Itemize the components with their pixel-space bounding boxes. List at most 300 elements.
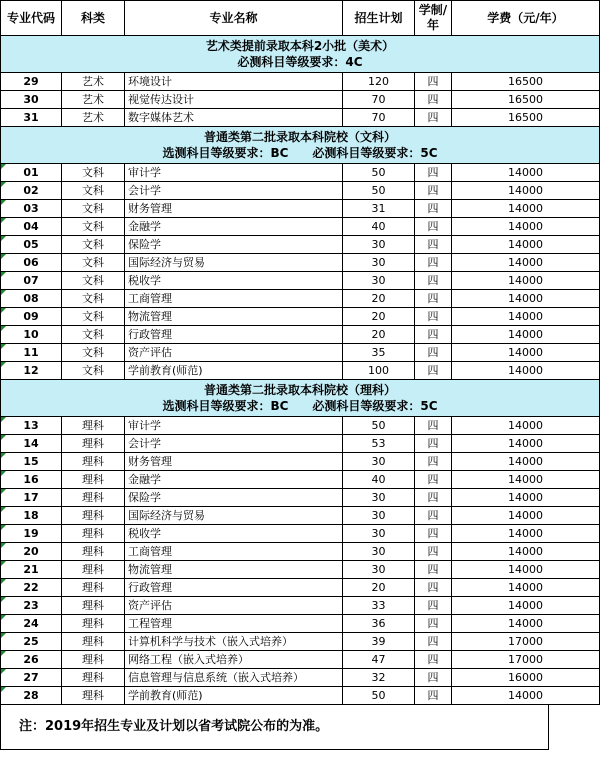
cell-marker-icon <box>1 543 6 548</box>
cell-plan <box>343 525 415 543</box>
cell-category <box>62 200 125 218</box>
cell-category-text: 文科 <box>82 364 104 377</box>
cell-years-text: 四 <box>427 653 439 666</box>
cell-years <box>415 91 452 109</box>
cell-plan-text: 36 <box>371 617 386 630</box>
table-row <box>1 200 600 218</box>
cell-plan <box>343 579 415 597</box>
table-row <box>1 182 600 200</box>
cell-fee-text: 14000 <box>508 274 543 287</box>
table-row <box>1 254 600 272</box>
cell-category <box>62 435 125 453</box>
cell-marker-icon <box>1 308 6 313</box>
cell-category <box>62 453 125 471</box>
cell-plan-text: 47 <box>371 653 386 666</box>
cell-fee-text: 14000 <box>508 202 543 215</box>
table-row <box>1 290 600 308</box>
cell-years-text: 四 <box>427 202 439 215</box>
cell-code <box>1 633 62 651</box>
cell-category-text: 理科 <box>82 527 104 540</box>
cell-code <box>1 669 62 687</box>
cell-code <box>1 73 62 91</box>
cell-plan <box>343 308 415 326</box>
cell-category-text: 理科 <box>82 599 104 612</box>
cell-category <box>62 326 125 344</box>
cell-name-text: 资产评估 <box>128 346 172 359</box>
cell-marker-icon <box>1 453 6 458</box>
section-requirement: 必测科目等级要求：4C <box>237 55 363 69</box>
cell-fee <box>452 73 600 91</box>
cell-plan-text: 39 <box>371 635 386 648</box>
cell-plan-text: 120 <box>368 75 389 88</box>
cell-name <box>125 543 343 561</box>
cell-marker-icon <box>1 615 6 620</box>
cell-fee <box>452 633 600 651</box>
cell-years-text: 四 <box>427 437 439 450</box>
cell-marker-icon <box>1 525 6 530</box>
cell-category <box>62 417 125 435</box>
cell-name-text: 学前教育(师范) <box>128 364 203 377</box>
cell-marker-icon <box>1 164 6 169</box>
cell-code <box>1 254 62 272</box>
cell-name-text: 行政管理 <box>128 581 172 594</box>
cell-fee-text: 14000 <box>508 292 543 305</box>
cell-marker-icon <box>1 218 6 223</box>
cell-fee-text: 17000 <box>508 653 543 666</box>
cell-marker-icon <box>1 344 6 349</box>
cell-fee-text: 14000 <box>508 473 543 486</box>
section-title: 普通类第二批录取本科院校（理科） <box>203 383 396 397</box>
cell-years <box>415 272 452 290</box>
cell-marker-icon <box>1 435 6 440</box>
cell-marker-icon <box>1 254 6 259</box>
cell-fee <box>452 200 600 218</box>
cell-fee <box>452 615 600 633</box>
cell-plan-text: 53 <box>371 437 386 450</box>
cell-category-text: 理科 <box>82 491 104 504</box>
cell-code <box>1 435 62 453</box>
cell-code <box>1 543 62 561</box>
cell-category <box>62 254 125 272</box>
cell-plan-text: 30 <box>371 455 386 468</box>
cell-category <box>62 543 125 561</box>
cell-plan <box>343 633 415 651</box>
cell-years <box>415 218 452 236</box>
cell-marker-icon <box>1 489 6 494</box>
cell-fee <box>452 109 600 127</box>
cell-fee-text: 14000 <box>508 364 543 377</box>
cell-category <box>62 109 125 127</box>
cell-name <box>125 344 343 362</box>
cell-code-text: 22 <box>23 581 39 594</box>
cell-marker-icon <box>1 200 6 205</box>
cell-fee <box>452 471 600 489</box>
cell-plan-text: 100 <box>368 364 389 377</box>
cell-marker-icon <box>1 687 6 692</box>
table-row <box>1 615 600 633</box>
cell-plan <box>343 453 415 471</box>
cell-plan <box>343 218 415 236</box>
table-row <box>1 687 600 705</box>
cell-fee-text: 16000 <box>508 671 543 684</box>
cell-years-text: 四 <box>427 166 439 179</box>
cell-fee-text: 14000 <box>508 599 543 612</box>
header-name: 专业名称 <box>125 1 343 36</box>
cell-plan <box>343 272 415 290</box>
cell-plan-text: 30 <box>371 274 386 287</box>
cell-category <box>62 669 125 687</box>
cell-category-text: 理科 <box>82 509 104 522</box>
cell-plan <box>343 73 415 91</box>
cell-code <box>1 182 62 200</box>
cell-fee <box>452 344 600 362</box>
cell-years <box>415 200 452 218</box>
cell-code-text: 24 <box>23 617 39 630</box>
cell-code-text: 20 <box>23 545 39 558</box>
cell-years-text: 四 <box>427 455 439 468</box>
cell-plan <box>343 344 415 362</box>
cell-fee <box>452 669 600 687</box>
cell-name <box>125 164 343 182</box>
cell-fee-text: 14000 <box>508 563 543 576</box>
cell-plan <box>343 507 415 525</box>
cell-plan-text: 31 <box>371 202 386 215</box>
cell-code <box>1 453 62 471</box>
cell-code-text: 10 <box>23 328 39 341</box>
cell-years <box>415 633 452 651</box>
cell-years <box>415 435 452 453</box>
cell-code <box>1 651 62 669</box>
cell-marker-icon <box>1 417 6 422</box>
cell-years-text: 四 <box>427 328 439 341</box>
cell-category-text: 理科 <box>82 617 104 630</box>
cell-category-text: 文科 <box>82 328 104 341</box>
cell-plan <box>343 435 415 453</box>
cell-code-text: 27 <box>23 671 39 684</box>
cell-name <box>125 579 343 597</box>
cell-plan-text: 30 <box>371 545 386 558</box>
cell-fee-text: 14000 <box>508 509 543 522</box>
cell-category <box>62 651 125 669</box>
cell-name-text: 保险学 <box>128 238 161 251</box>
header-category: 科类 <box>62 1 125 36</box>
cell-years <box>415 489 452 507</box>
cell-category <box>62 597 125 615</box>
cell-name <box>125 91 343 109</box>
cell-years-text: 四 <box>427 111 439 124</box>
cell-plan-text: 40 <box>371 473 386 486</box>
cell-fee <box>452 507 600 525</box>
cell-marker-icon <box>1 561 6 566</box>
cell-code-text: 13 <box>23 419 39 432</box>
cell-plan <box>343 597 415 615</box>
section-header <box>1 127 600 164</box>
cell-code-text: 01 <box>23 166 39 179</box>
cell-fee <box>452 579 600 597</box>
cell-plan <box>343 615 415 633</box>
cell-name <box>125 272 343 290</box>
cell-years-text: 四 <box>427 256 439 269</box>
cell-years <box>415 615 452 633</box>
cell-years <box>415 543 452 561</box>
cell-category <box>62 272 125 290</box>
table-row <box>1 218 600 236</box>
cell-category <box>62 525 125 543</box>
cell-years <box>415 164 452 182</box>
cell-code <box>1 489 62 507</box>
cell-name <box>125 651 343 669</box>
cell-plan-text: 30 <box>371 238 386 251</box>
cell-code <box>1 615 62 633</box>
cell-category-text: 文科 <box>82 274 104 287</box>
table-row <box>1 272 600 290</box>
cell-name-text: 物流管理 <box>128 563 172 576</box>
cell-years <box>415 471 452 489</box>
cell-years <box>415 651 452 669</box>
cell-plan-text: 20 <box>371 328 386 341</box>
cell-category <box>62 290 125 308</box>
cell-code-text: 08 <box>23 292 39 305</box>
table-row <box>1 109 600 127</box>
cell-fee <box>452 182 600 200</box>
cell-category <box>62 308 125 326</box>
cell-name <box>125 687 343 705</box>
cell-plan <box>343 182 415 200</box>
cell-name <box>125 236 343 254</box>
cell-marker-icon <box>1 597 6 602</box>
cell-code <box>1 579 62 597</box>
section-requirement: 选测科目等级要求：BC 必测科目等级要求：5C <box>162 399 438 413</box>
cell-fee <box>452 290 600 308</box>
cell-code-text: 06 <box>23 256 39 269</box>
table-row <box>1 543 600 561</box>
cell-code-text: 25 <box>23 635 39 648</box>
cell-plan-text: 33 <box>371 599 386 612</box>
cell-code-text: 30 <box>23 93 39 106</box>
cell-fee <box>452 525 600 543</box>
cell-category <box>62 362 125 380</box>
cell-fee <box>452 308 600 326</box>
cell-code <box>1 687 62 705</box>
cell-name-text: 物流管理 <box>128 310 172 323</box>
cell-category <box>62 73 125 91</box>
table-row <box>1 308 600 326</box>
table-row <box>1 164 600 182</box>
cell-plan <box>343 164 415 182</box>
cell-years <box>415 109 452 127</box>
cell-plan <box>343 236 415 254</box>
cell-code-text: 04 <box>23 220 39 233</box>
cell-plan-text: 20 <box>371 310 386 323</box>
cell-fee-text: 14000 <box>508 310 543 323</box>
cell-name-text: 税收学 <box>128 527 161 540</box>
cell-plan-text: 30 <box>371 527 386 540</box>
cell-name <box>125 525 343 543</box>
cell-fee-text: 14000 <box>508 689 543 702</box>
cell-category-text: 文科 <box>82 238 104 251</box>
cell-name-text: 财务管理 <box>128 455 172 468</box>
cell-category-text: 文科 <box>82 184 104 197</box>
cell-plan <box>343 669 415 687</box>
cell-name <box>125 200 343 218</box>
cell-category <box>62 687 125 705</box>
cell-fee-text: 14000 <box>508 256 543 269</box>
cell-fee <box>452 218 600 236</box>
cell-fee-text: 14000 <box>508 617 543 630</box>
cell-years-text: 四 <box>427 238 439 251</box>
cell-category-text: 理科 <box>82 689 104 702</box>
cell-name <box>125 109 343 127</box>
cell-fee-text: 14000 <box>508 220 543 233</box>
cell-fee-text: 14000 <box>508 346 543 359</box>
table-row <box>1 362 600 380</box>
cell-plan-text: 32 <box>371 671 386 684</box>
cell-code-text: 21 <box>23 563 39 576</box>
cell-fee-text: 14000 <box>508 328 543 341</box>
cell-code-text: 29 <box>23 75 39 88</box>
cell-category <box>62 489 125 507</box>
cell-plan <box>343 109 415 127</box>
cell-fee-text: 14000 <box>508 455 543 468</box>
cell-fee-text: 14000 <box>508 581 543 594</box>
table-row <box>1 236 600 254</box>
cell-plan <box>343 561 415 579</box>
cell-years-text: 四 <box>427 364 439 377</box>
cell-category <box>62 615 125 633</box>
cell-code-text: 16 <box>23 473 39 486</box>
cell-years <box>415 362 452 380</box>
cell-years <box>415 308 452 326</box>
cell-name-text: 金融学 <box>128 473 161 486</box>
cell-plan <box>343 651 415 669</box>
cell-name-text: 金融学 <box>128 220 161 233</box>
cell-marker-icon <box>1 272 6 277</box>
cell-code <box>1 308 62 326</box>
cell-name <box>125 435 343 453</box>
cell-name-text: 工商管理 <box>128 292 172 305</box>
cell-plan <box>343 489 415 507</box>
cell-name <box>125 182 343 200</box>
cell-years-text: 四 <box>427 509 439 522</box>
cell-years <box>415 669 452 687</box>
cell-code-text: 02 <box>23 184 39 197</box>
cell-fee <box>452 597 600 615</box>
section-header-row <box>1 380 600 417</box>
cell-plan <box>343 326 415 344</box>
section-title: 普通类第二批录取本科院校（文科） <box>203 130 396 144</box>
cell-fee-text: 14000 <box>508 184 543 197</box>
header-plan: 招生计划 <box>343 1 415 36</box>
cell-category-text: 文科 <box>82 220 104 233</box>
table-row <box>1 561 600 579</box>
cell-code <box>1 200 62 218</box>
section-header <box>1 380 600 417</box>
cell-code <box>1 525 62 543</box>
cell-category-text: 文科 <box>82 346 104 359</box>
cell-category-text: 文科 <box>82 166 104 179</box>
cell-category-text: 艺术 <box>82 75 104 88</box>
cell-name <box>125 254 343 272</box>
cell-plan-text: 20 <box>371 292 386 305</box>
cell-years-text: 四 <box>427 184 439 197</box>
cell-name-text: 工商管理 <box>128 545 172 558</box>
cell-years <box>415 687 452 705</box>
table-row <box>1 326 600 344</box>
cell-code-text: 07 <box>23 274 39 287</box>
table-row <box>1 417 600 435</box>
cell-code-text: 19 <box>23 527 39 540</box>
cell-name <box>125 290 343 308</box>
cell-years <box>415 561 452 579</box>
cell-category-text: 文科 <box>82 310 104 323</box>
cell-years <box>415 73 452 91</box>
cell-name-text: 工程管理 <box>128 617 172 630</box>
cell-code-text: 26 <box>23 653 39 666</box>
cell-name <box>125 417 343 435</box>
header-fee: 学费（元/年） <box>452 1 600 36</box>
cell-category-text: 理科 <box>82 455 104 468</box>
cell-fee-text: 14000 <box>508 437 543 450</box>
section-title: 艺术类提前录取本科2小批（美术） <box>205 39 395 53</box>
cell-code <box>1 109 62 127</box>
cell-plan <box>343 543 415 561</box>
cell-code <box>1 507 62 525</box>
cell-marker-icon <box>1 651 6 656</box>
cell-plan <box>343 471 415 489</box>
cell-years-text: 四 <box>427 545 439 558</box>
cell-name-text: 视觉传达设计 <box>128 93 194 106</box>
cell-code <box>1 91 62 109</box>
cell-fee <box>452 254 600 272</box>
header-row <box>1 1 600 36</box>
cell-category-text: 理科 <box>82 563 104 576</box>
cell-marker-icon <box>1 236 6 241</box>
table-body <box>1 36 600 705</box>
cell-years-text: 四 <box>427 527 439 540</box>
cell-category-text: 文科 <box>82 202 104 215</box>
cell-marker-icon <box>1 182 6 187</box>
table-row <box>1 435 600 453</box>
cell-marker-icon <box>1 579 6 584</box>
cell-years-text: 四 <box>427 689 439 702</box>
cell-name <box>125 453 343 471</box>
cell-fee <box>452 164 600 182</box>
cell-plan-text: 35 <box>371 346 386 359</box>
table-row <box>1 344 600 362</box>
cell-category <box>62 579 125 597</box>
cell-fee <box>452 236 600 254</box>
cell-years <box>415 236 452 254</box>
cell-name <box>125 507 343 525</box>
footnote-text: 注：2019年招生专业及计划以省考试院公布的为准。 <box>19 719 329 734</box>
cell-years <box>415 579 452 597</box>
cell-name-text: 网络工程（嵌入式培养） <box>128 653 249 666</box>
cell-name <box>125 308 343 326</box>
cell-category-text: 理科 <box>82 473 104 486</box>
table-row <box>1 579 600 597</box>
cell-name-text: 税收学 <box>128 274 161 287</box>
table-row <box>1 489 600 507</box>
cell-name-text: 计算机科学与技术（嵌入式培养） <box>128 635 293 648</box>
cell-plan-text: 20 <box>371 581 386 594</box>
cell-fee-text: 16500 <box>508 75 543 88</box>
table-row <box>1 453 600 471</box>
table-row <box>1 507 600 525</box>
cell-fee <box>452 489 600 507</box>
section-header-row <box>1 127 600 164</box>
cell-code <box>1 597 62 615</box>
cell-name-text: 审计学 <box>128 166 161 179</box>
